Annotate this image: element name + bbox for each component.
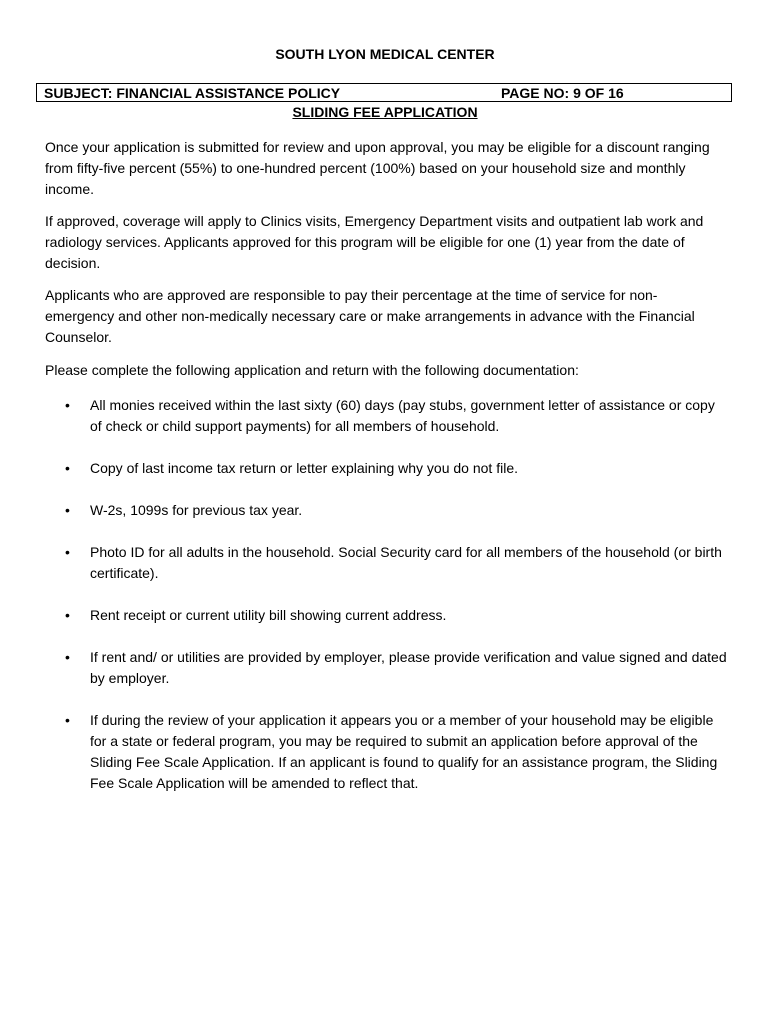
document-title: SLIDING FEE APPLICATION [292, 104, 478, 120]
documentation-list [45, 395, 730, 815]
bullet-icon: • [65, 607, 70, 623]
list-item [45, 647, 730, 689]
list-item-text: All monies received within the last sixty (60) days (pay stubs, government letter of assistance or copy of check or child support payments) for all members of household. [90, 397, 715, 434]
subject-line: SUBJECT: FINANCIAL ASSISTANCE POLICY [44, 85, 341, 101]
bullet-icon: • [65, 397, 70, 413]
subject-header-box [36, 83, 732, 102]
paragraph-coverage: If approved, coverage will apply to Clinics visits, Emergency Department visits and outpatient lab work and radiology services. Applicants approved for this program will be eligible for one (1) year from the date of decision. [45, 213, 704, 271]
list-item-text: If rent and/ or utilities are provided by employer, please provide verification and value signed and dated by employer. [90, 649, 727, 686]
bullet-icon: • [65, 649, 70, 665]
list-item [45, 458, 730, 479]
list-item-text: Photo ID for all adults in the household. Social Security card for all members of the household (or birth certificate). [90, 544, 722, 581]
list-item [45, 710, 730, 794]
list-item-text: Rent receipt or current utility bill showing current address. [90, 607, 447, 623]
list-item-text: If during the review of your application it appears you or a member of your household may be eligible for a state or federal program, you may be required to submit an application before approval of the Sliding Fee Scale Application. If an applicant is found to qualify for an assistance program, the Sliding Fee Scale Application will be amended to reflect that. [90, 712, 718, 791]
list-item-text: Copy of last income tax return or letter explaining why you do not file. [90, 460, 518, 476]
list-item [45, 605, 730, 626]
bullet-icon: • [65, 712, 70, 728]
organization-name: SOUTH LYON MEDICAL CENTER [275, 46, 495, 62]
list-item [45, 542, 730, 584]
bullet-icon: • [65, 460, 70, 476]
paragraph-discount: Once your application is submitted for review and upon approval, you may be eligible for a discount ranging from fifty-five percent (55%) to one-hundred percent (100%) based on your household size and monthly income. [45, 139, 710, 197]
paragraph-instructions: Please complete the following application and return with the following documentation: [45, 362, 579, 378]
list-item-text: W-2s, 1099s for previous tax year. [90, 502, 303, 518]
bullet-icon: • [65, 544, 70, 560]
list-item [45, 395, 730, 437]
bullet-icon: • [65, 502, 70, 518]
page-number: PAGE NO: 9 OF 16 [501, 85, 624, 101]
list-item [45, 500, 730, 521]
paragraph-responsibility: Applicants who are approved are responsible to pay their percentage at the time of service for non-emergency and other non-medically necessary care or make arrangements in advance with the Financial Counselor. [45, 287, 695, 345]
